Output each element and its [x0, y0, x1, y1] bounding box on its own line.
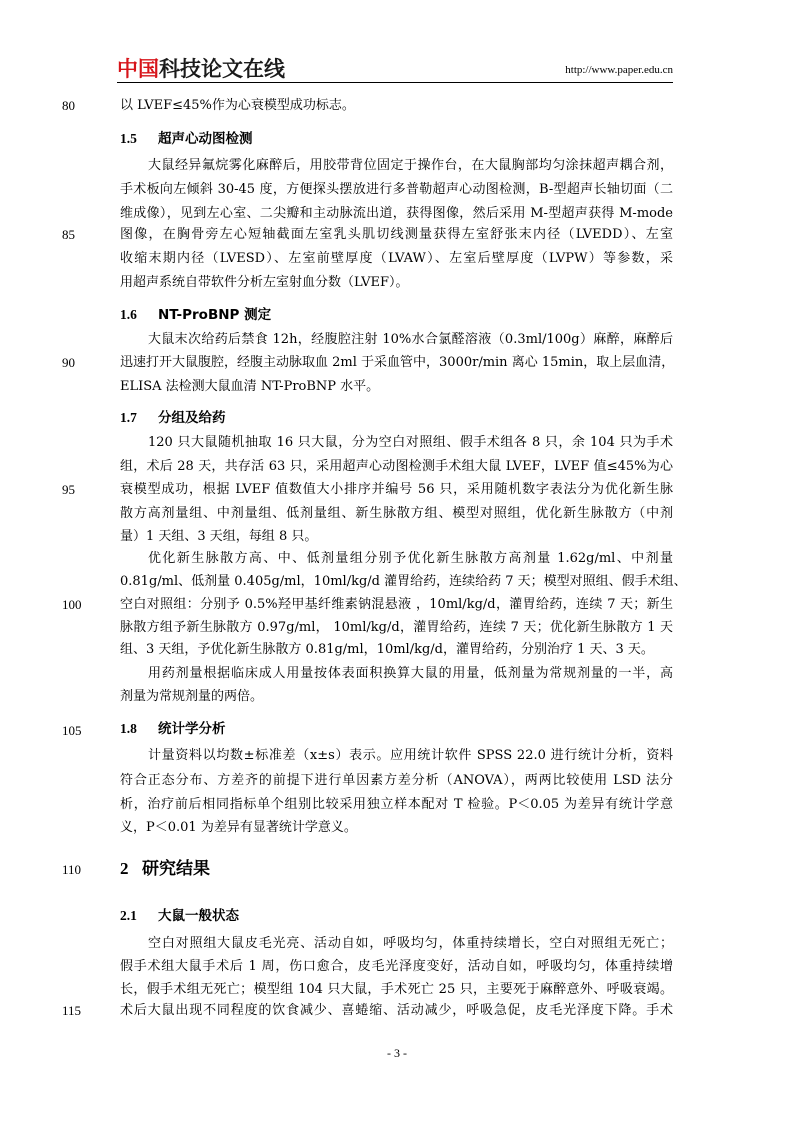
paragraph-line: 以 LVEF≤45%作为心衰模型成功标志。	[120, 98, 355, 113]
line-number: 90	[62, 355, 75, 370]
section-heading-1-8	[120, 720, 226, 738]
section-title: 研究结果	[142, 859, 210, 879]
paragraph-line: 大鼠经异氟烷雾化麻醉后，用胶带背位固定于操作台，在大鼠胸部均匀涂抹超声耦合剂，	[148, 158, 673, 173]
header-url[interactable]: http://www.paper.edu.cn	[565, 64, 673, 76]
paragraph-line: 收缩末期内径（LVESD）、左室前壁厚度（LVAW）、左室后壁厚度（LVPW）等参数，采	[120, 251, 673, 266]
paragraph-line: 空白对照组大鼠皮毛光亮、活动自如，呼吸均匀，体重持续增长，空白对照组无死亡；	[148, 936, 673, 951]
paragraph-line: 大鼠末次给药后禁食 12h，经腹腔注射 10%水合氯醛溶液（0.3ml/100g）麻醉，麻醉后	[148, 332, 673, 347]
section-heading-1-6	[120, 306, 271, 324]
paragraph-line: 散方高剂量组、中剂量组、低剂量组、新生脉散方组、模型对照组，优化新生脉散方（中剂	[120, 506, 673, 521]
paragraph-line: 用药剂量根据临床成人用量按体表面积换算大鼠的用量，低剂量为常规剂量的一半，高	[148, 666, 673, 681]
section-number: 2.1	[120, 908, 137, 923]
paragraph-line: 量）1 天组、3 天组，每组 8 只。	[120, 529, 318, 544]
paragraph-line: 维成像），见到左心室、二尖瓣和主动脉流出道，获得图像，然后采用 M-型超声获得 M-mode	[120, 206, 673, 221]
section-heading-1-5	[120, 130, 253, 148]
section-title: 大鼠一般状态	[158, 908, 239, 924]
paragraph-line: 0.81g/ml、低剂量 0.405g/ml，10ml/kg/d 灌胃给药，连续给药 7 天；模型对照组、假手术组、	[120, 574, 687, 589]
page-number: - 3 -	[387, 1046, 407, 1060]
line-number: 80	[62, 98, 75, 113]
paragraph-line: 长，假手术组无死亡；模型组 104 只大鼠，手术死亡 25 只，主要死于麻醉意外、呼吸衰竭。	[120, 982, 673, 997]
section-number: 1.5	[120, 131, 137, 146]
paragraph-line: 迅速打开大鼠腹腔，经腹主动脉取血 2ml 于采血管中，3000r/min 离心 15min，取上层血清，	[120, 355, 675, 370]
paragraph-line: 组，术后 28 天，共存活 63 只，采用超声心动图检测手术组大鼠 LVEF，LVEF 值≤45%为心	[120, 459, 673, 474]
section-title: 分组及给药	[158, 410, 226, 426]
section-heading-1-7	[120, 409, 226, 427]
paragraph-line: 组、3 天组，予优化新生脉散方 0.81g/ml，10ml/kg/d，灌胃给药，分别治疗 1 天、3 天。	[120, 642, 654, 657]
section-title: 超声心动图检测	[158, 131, 253, 147]
paragraph-line: 用超声系统自带软件分析左室射血分数（LVEF）。	[120, 275, 409, 290]
section-number: 2	[120, 859, 129, 878]
paragraph-line: 假手术组大鼠手术后 1 周，伤口愈合，皮毛光泽度变好，活动自如，呼吸均匀，体重持续增	[120, 959, 673, 974]
paragraph-line: 符合正态分布、方差齐的前提下进行单因素方差分析（ANOVA），两两比较使用 LSD 法分	[120, 773, 673, 788]
paragraph-line: 计量资料以均数±标准差（x±s）表示。应用统计软件 SPSS 22.0 进行统计分析，资料	[148, 748, 673, 763]
paragraph-line: 义，P＜0.01 为差异有显著统计学意义。	[120, 820, 357, 835]
line-number: 105	[62, 723, 82, 738]
paragraph-line: 图像，在胸骨旁左心短轴截面左室乳头肌切线测量获得左室舒张末内径（LVEDD）、左室	[120, 227, 673, 242]
line-number: 95	[62, 482, 75, 497]
paragraph-line: 术后大鼠出现不同程度的饮食减少、喜蜷缩、活动减少，呼吸急促，皮毛光泽度下降。手术	[120, 1003, 673, 1018]
paragraph-line: 剂量为常规剂量的两倍。	[120, 689, 264, 704]
section-heading-2	[120, 858, 210, 880]
paragraph-line: 手术板向左倾斜 30-45 度，方便探头摆放进行多普勒超声心动图检测，B-型超声长轴切面（二	[120, 182, 673, 197]
header-rule	[117, 82, 673, 83]
line-number: 85	[62, 227, 75, 242]
line-number: 100	[62, 597, 82, 612]
paragraph-line: 衰模型成功，根据 LVEF 值数值大小排序并编号 56 只，采用随机数字表法分为优化新生脉	[120, 482, 673, 497]
journal-logo	[117, 56, 285, 82]
page-header	[117, 56, 673, 82]
paragraph-line: 脉散方组予新生脉散方 0.97g/ml， 10ml/kg/d，灌胃给药，连续 7 天；优化新生脉散方 1 天	[120, 620, 673, 635]
section-heading-2-1	[120, 907, 239, 925]
logo-red-text: 中国	[117, 57, 159, 81]
section-number: 1.6	[120, 307, 137, 322]
paragraph-line: 120 只大鼠随机抽取 16 只大鼠，分为空白对照组、假手术组各 8 只，余 104 只为手术	[148, 435, 673, 450]
section-title: NT-ProBNP 测定	[158, 307, 272, 323]
line-number: 115	[62, 1003, 82, 1018]
paragraph-line: 优化新生脉散方高、中、低剂量组分别予优化新生脉散方高剂量 1.62g/ml、中剂量	[148, 551, 673, 566]
line-number: 110	[62, 862, 82, 877]
logo-dark-text: 科技论文在线	[159, 57, 285, 81]
section-number: 1.8	[120, 721, 137, 736]
paragraph-line: ELISA 法检测大鼠血清 NT-ProBNP 水平。	[120, 379, 380, 394]
paragraph-line: 析，治疗前后相同指标单个组别比较采用独立样本配对 T 检验。P＜0.05 为差异有统计学意	[120, 797, 673, 812]
paragraph-line: 空白对照组：分别予 0.5%羟甲基纤维素钠混悬液 ，10ml/kg/d，灌胃给药，连续 7 天；新生	[120, 597, 673, 612]
section-title: 统计学分析	[158, 721, 226, 737]
section-number: 1.7	[120, 410, 137, 425]
